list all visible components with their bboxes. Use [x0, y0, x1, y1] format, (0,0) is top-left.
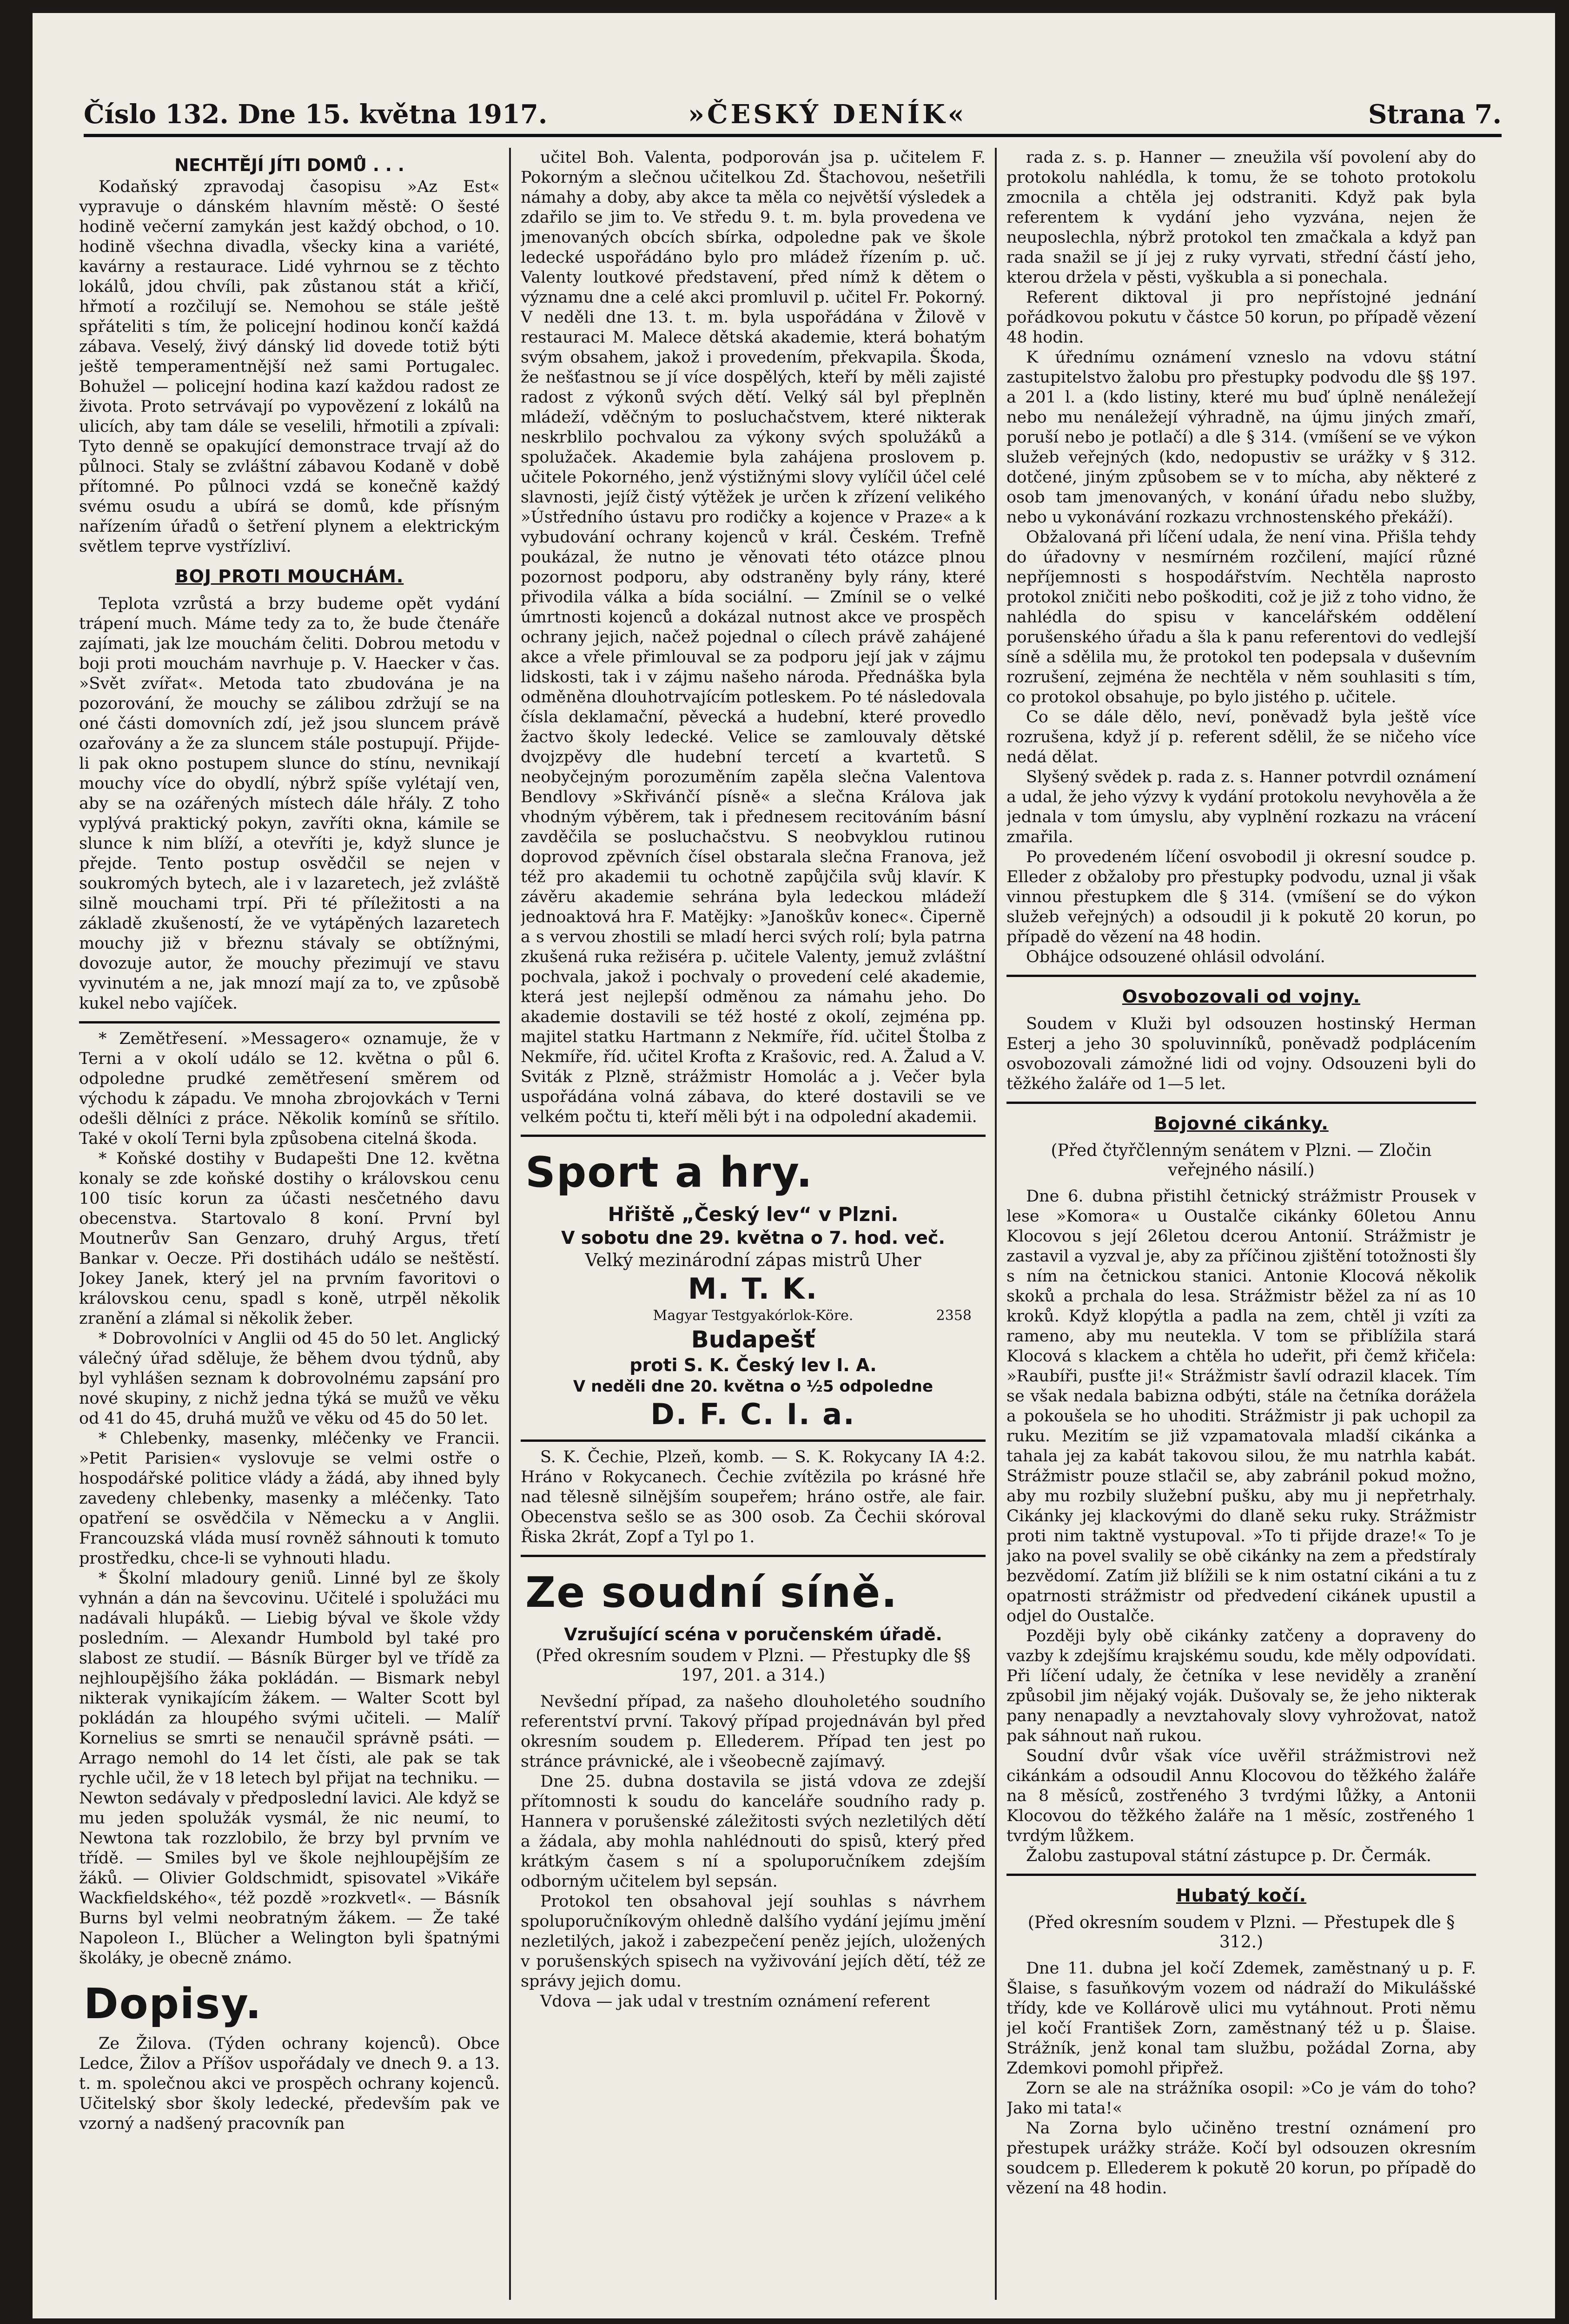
- page-number: Strana 7.: [1368, 99, 1502, 130]
- section-heading: Dopisy.: [84, 1980, 262, 2028]
- article-paragraph: Nevšední případ, za našeho dlouholetého soudního referentství první. Takový případ projednáván byl před okresním soudem p. Ellederem. Případ ten jest po stránce právnické, ale i všeobecně zajímavý.: [521, 1692, 986, 1771]
- section-heading: Sport a hry.: [525, 1148, 813, 1197]
- section-rule: [521, 1439, 986, 1442]
- article-paragraph: Soudem v Kluži byl odsouzen hostinský Herman Esterj a jeho 30 spoluvinníků, poněvadž podplácením osvobozovali zámožné lidi od vojny. Odsouzeni byli do těžkého žaláře od 1—5 let.: [1006, 1015, 1476, 1093]
- article-paragraph: Dne 11. dubna jel kočí Zdemek, zaměstnaný u p. F. Šlaise, s fasuňkovým vozem od nádraží do Mikulášské třídy, kde ve Kollárově ulici mu vytáhnout. Proti němu jel kočí František Zorn, zaměstnaný též u p. Šlaise. Strážník, jenž konal tam službu, požádal Zorna, aby Zdemkovi pomohl připřež.: [1006, 1959, 1476, 2078]
- ad-headline: Velký mezinárodní zápas mistrů Uher: [585, 1250, 921, 1270]
- article-paragraph: Teplota vzrůstá a brzy budeme opět vydání trápení much. Máme tedy za to, že bude čtenáře zajímati, jak lze mouchám čeliti. Dobrou metodu v boji proti mouchám navrhuje p. V. Haecker v čas. »Svět zvířat«. Metoda tato zbudována je na pozorování, že mouchy se zálibou zdržují se na oné části domovních zdí, jež jsou sluncem právě ozařovány a že za sluncem stále postupují. Přijde-li pak okno postupem slunce do stínu, nevnikají mouchy více do obydlí, nýbrž spíše vylétají ven, aby se na ozářených místech dále hřály. Z toho vyplývá praktický pokyn, zavříti okna, kámile se slunce k nim blíží, a otevříti je, když slunce je přejde. Tento postup osvědčil se nejen v soukromých bytech, ale i v lazaretech, jež zvláště silně mouchami trpí. Při té příležitosti a na základě zkušeností, že ve vytápěných lazaretech mouchy již v březnu stávaly se obtížnými, dovozuje autor, že mouchy přezimují ve stavu vyvinutém a ne, jak mnozí mají za to, ve způsobě kukel nebo vajíček.: [79, 594, 500, 1013]
- article-note: (Před okresním soudem v Plzni. — Přestupek dle § 312.): [1027, 1913, 1455, 1952]
- article-title: BOJ PROTI MOUCHÁM.: [175, 566, 404, 587]
- news-item: * Zemětřesení. »Messagero« oznamuje, že v Terni a v okolí událo se 12. května o půl 6. odpoledne prudké zemětřesení směrem od východu k západu. Ve mnoha zbrojovkách v Terni odešli dělníci z práce. Několik komínů se sřítilo. Také v okolí Terni byla způsobena citelná škoda.: [79, 1030, 500, 1148]
- article-paragraph: Dne 6. dubna přistihl četnický strážmistr Prousek v lese »Komora« u Oustalče cikánky 60letou Annu Klocovou s její 26letou dcerou Antonií. Strážmistr je zastavil a vyzval je, aby za příčinou zjištění totožnosti šly s ním na četnickou stanici. Antonie Klocová několik skoků a prchala do lesa. Strážmistr běžel za ní as 10 kroků. Když klopýtla a padla na zem, chtěl ji vzíti za rameno, aby mu neutekla. V tom se přiblížila stará Klocová s klackem a chtěla ho udeřit, při čemž křičela: »Raubíři, pusťte ji!« Strážmistr šavlí odrazil klacek. Tím se však nedala babizna odbýti, stále na četníka dorážela a pokoušela se ho uhoditi. Strážmistr ji pak uchopil za ruku. Mezitím se již vzpamatovala mladší cikánka a tahala jej za kabát takovou silou, že mu natrhla kabát. Strážmistr pouze stlačil se, aby zabránil pokud možno, aby mu rozbily služební pušku, aby mu ji nepřetrhaly. Cikánky jej klackovými do dlaně seku ruky. Strážmistr proti nim taktně vystupoval. »To ti přijde draze!« To je jako na povel svalily se obě cikánky na zem a předstíraly bezvědomí. Zatím již blížili se k nim ostatní cikáni a tu z opatrnosti strážmistr od předvedení cikánek upustil a odjel do Oustalče.: [1006, 1187, 1476, 1625]
- issue-date: Číslo 132. Dne 15. května 1917.: [84, 99, 548, 130]
- article-paragraph: Ze Žilova. (Týden ochrany kojenců). Obce Ledce, Žilov a Příšov uspořádaly ve dnech 9. a 13. t. m. společnou akci ve prospěch ochrany kojenců. Učitelský sbor školy ledecké, především pak ve vzorný a nadšený pracovník pan: [79, 2034, 500, 2133]
- article-paragraph: S. K. Čechie, Plzeň, komb. — S. K. Rokycany IA 4:2. Hráno v Rokycanech. Čechie zvítězila po krásné hře nad tělesně silnějším soupeřem; hráno ostře, ale fair. Obecenstva sešlo se as 300 osob. Za Čechii skóroval Řiska 2krát, Zopf a Tyl po 1.: [521, 1448, 986, 1546]
- column-1: [79, 148, 500, 2300]
- section-rule: [1006, 1874, 1476, 1876]
- news-item: * Školní mladoury geniů. Linné byl ze školy vyhnán a dán na ševcovinu. Učitelé i spolužáci mu nadávali hlupáků. — Liebig býval ve škole vždy posledním. — Alexandr Humbold byl také pro slabost ze studií. — Básník Bürger byl ve třídě za nejhloupějšího žáka pokládán. — Bismark nebyl nikterak vynikajícím žákem. — Walter Scott byl pokládán za hloupého svými učiteli. — Malíř Kornelius se smrti se nenaučil správně psáti. — Arrago nemohl do 14 let čísti, ale pak se tak rychle učil, že v 18 letech byl přijat na techniku. — Newton sedávaly v předposlední lavici. Ale když se mu jeden spolužák vysmál, že nic neumí, to Newtona tak rozzlobilo, že brzy byl prvním ve třídě. — Smiles byl ve škole nejhloupějším ze žáků. — Olivier Goldschmidt, spisovatel »Vikáře Wackfieldského«, též pozdě »rozkvetl«. — Básník Burns byl velmi neobratným žákem. — Že také Napoleon I., Blücher a Welington byli špatnými školáky, je obecně známo.: [79, 1569, 500, 1967]
- ad-opponent: proti S. K. Český lev I. A.: [629, 1355, 877, 1375]
- section-rule: [1006, 975, 1476, 977]
- article-paragraph: Obžalovaná při líčení udala, že není vina. Přišla tehdy do úřadovny v nesmírném rozčilení, mající různé nepříjemnosti s hospodářstvím. Nechtěla naprosto protokol zničiti nebo poškoditi, což je již z toho vidno, že nahlédla do spisu v kancelářském oddělení porušenského úřadu a šla k panu referentovi do vedlejší síně a sdělila mu, že protokol ten podepsala v duševním rozrušení, zejména že nechtěla v něm souhlasiti s tím, co protokol obsahuje, po bylo jistého p. učitele.: [1006, 528, 1476, 706]
- column-3: [1006, 148, 1476, 2300]
- masthead: [84, 83, 1502, 139]
- article-title: Hubatý kočí.: [1176, 1885, 1307, 1906]
- column-divider: [509, 148, 511, 2300]
- match-advertisement: [521, 1202, 986, 1432]
- article-paragraph: Slyšený svědek p. rada z. s. Hanner potvrdil oznámení a udal, že jeho výzvy k vydání protokolu nevyhověla a že jednala v tom úmyslu, aby vyplnění rozkazu na vrácení zmařila.: [1006, 768, 1476, 846]
- masthead-rule: [84, 134, 1502, 137]
- section-rule: [1006, 1102, 1476, 1104]
- ad-date-2: V neděli dne 20. května o ½5 odpoledne: [573, 1377, 933, 1396]
- column-2: [521, 148, 986, 2300]
- article-title: Vzrušující scéna v poručenském úřadě.: [564, 1624, 942, 1644]
- article-paragraph: učitel Boh. Valenta, podporován jsa p. učitelem F. Pokorným a slečnou učitelkou Zd. Štachovou, nešetřili námahy a doby, aby akce ta měla co největší výsledek a zdařilo se jim to. Ve středu 9. t. m. byla provedena ve jmenovaných obcích sbírka, odpoledne pak ve škole ledecké uspořádáno bylo pro mládež řízením p. uč. Valenty loutkové představení, před nímž k dětem o významu dne a celé akci promluvil p. učitel Fr. Pokorný. V neděli dne 13. t. m. byla uspořádána v Žilově v restauraci M. Malece dětská akademie, která bohatým svým obsahem, jakož i provedením, překvapila. Škoda, že nešťastnou se jí více dospělých, kteří by měli zajisté radost z výkonů svých dětí. Velký sál byl přeplněn mládeží, vděčným to posluchačstvem, které nikterak neskrblilo pochvalou za výkony svých spolužáků a spolužaček. Akademie byla zahájena proslovem p. učitele Pokorného, jenž výstižnými slovy vylíčil účel celé slavnosti, jejíž čistý výtěžek je určen k zřízení velikého »Ústředního ústavu pro rodičky a kojence v Praze« a k vybudování ochrany kojenců v král. Českém. Trefně poukázal, že nutno je věnovati této otázce plnou pozornost podporu, aby odstraněny byly rány, které přivodila válka a bída sociální. — Zmínil se o velké úmrtnosti kojenců a dokázal nutnost akce ve prospěch ochrany jejich, načež pojednal o cílech právě zahájené akce a vřele přimlouval se za podporu její jak v zájmu lidskosti, tak i v zájmu našeho národa. Přednáška byla odměněna dlouhotrvajícím potleskem. Po té následovala čísla deklamační, pěvecká a hudební, které provedlo žactvo školy ledecké. Velice se zamlouvaly dětské dvojzpěvy dle hudební tercetí a kvartetů. S neobyčejným porozuměním zapěla slečna Valentova Bendlovy »Skřivánčí písně« a slečna Králova jak vhodným výběrem, tak i přednesem recitováním básní zavděčila se posluchačstvu. S neobvyklou rutinou doprovod zpěvních čísel obstarala slečna Franova, jež též pro akademii tu ochotně zapůjčila svůj klavír. K závěru akademie sehrána byla ledeckou mládeží jednoaktová hra F. Matějky: »Janoškův konec«. Čiperně a s vervou zhostili se mladí herci svých rolí; byla patrna zkušená ruka režiséra p. učitele Valenty, jemuž zvláštní pochvala, jakož i pochvaly o provedení celé akademie, která jest nejlepší odměnou za námahu jeho. Do akademie dostavili se též hosté z okolí, zejména pp. majitel statku Hartmann z Nekmíře, říd. učitel Štolba z Nekmíře, říd. učitel Krofta z Krašovic, red. A. Žalud a V. Sviták z Plzně, strážmistr Homolác a j. Večer byla uspořádána volná zábava, do které dostavili se ve velkém počtu ti, kteří měli být i na odpolední akademii.: [521, 148, 986, 1126]
- ad-city: Budapešť: [691, 1326, 815, 1353]
- article-paragraph: rada z. s. p. Hanner — zneužila vší povolení aby do protokolu nahlédla, k tomu, že se tohoto protokolu zmocnila a chtěla jej odstraniti. Když pak byla referentem k vydání jeho vyzvána, nejen že neuposlechla, nýbrž protokol ten zmačkala a když pan rada snažil se jí jej z ruky vyrvati, střední částí jeho, kterou držela v pěsti, vyškubla a si ponechala.: [1006, 148, 1476, 287]
- newspaper-page: [33, 13, 1555, 2318]
- article-title: NECHTĚJÍ JÍTI DOMŮ . . .: [174, 155, 404, 175]
- section-rule: [521, 1135, 986, 1137]
- article-paragraph: Obhájce odsouzené ohlásil odvolání.: [1026, 948, 1325, 966]
- article-note: (Před čtyřčlenným senátem v Plzni. — Zločin veřejného násilí.): [1051, 1141, 1432, 1180]
- section-rule: [521, 1555, 986, 1557]
- article-paragraph: K úřednímu oznámení vzneslo na vdovu státní zastupitelstvo žalobu pro přestupky podvodu dle §§ 197. a 201 l. a (kdo listiny, které mu buď úplně nenáležejí nebo mu nenáležejí výhradně, na újmu jiných zmaří, poruší nebo je potlačí) a dle § 314. (vmíšení se ve výkon služeb veřejných (kdo, nedopustiv se urážky v § 312. dotčené, jiným způsobem se v to mícha, aby některé z osob tam jmenovaných, v konání úřadu nebo služby, nebo u vykonávání rozkazu vrchnostenského překáží).: [1006, 348, 1476, 527]
- article-paragraph: Protokol ten obsahoval její souhlas s návrhem spoluporučníkovým ohledně dalšího vydání jejímu jmění nezletilých, jakož i zabezpečení peněz jejích, uložených v porušenských spisech na vyživování jejích dětí, též ze správy jejich domu.: [521, 1892, 986, 1991]
- ad-club-line: [521, 1307, 986, 1325]
- article-paragraph: Referent diktoval ji pro nepřístojné jednání pořádkovou pokutu v částce 50 korun, po případě vězení 48 hodin.: [1006, 288, 1476, 347]
- article-paragraph: Později byly obě cikánky zatčeny a dopraveny do vazby k zdejšímu krajskému soudu, kde měly odpovídati. Při líčení udaly, že četníka v lese neviděly a zranění způsobil jim nějaký voják. Dušovaly se, že jeho nikterak pany nenapadly a nevztahovaly slovy vyhrožovat, natož pak sáhnout naň rukou.: [1006, 1627, 1476, 1745]
- article-title: Bojovné cikánky.: [1154, 1113, 1329, 1134]
- article-title: Osvobozovali od vojny.: [1122, 986, 1361, 1007]
- news-item: * Koňské dostihy v Budapešti Dne 12. května konaly se zde koňské dostihy o královskou cenu 100 tisíc korun za účasti nesčetného davu obecenstva. Startovalo 8 koní. První byl Moutnerův San Genzaro, druhý Argus, třetí Bankar v. Oecze. Při dostihách událo se neštěstí. Jokey Janek, který jel na prvním favoritovi o královskou cenu, spadl s koně, utrpěl několik zranění a zlámal si několik žeber.: [79, 1149, 500, 1328]
- ad-team: M. T. K.: [688, 1272, 819, 1306]
- newspaper-title: »ČESKÝ DENÍK«: [688, 99, 967, 130]
- article-paragraph: Na Zorna bylo učiněno trestní oznámení pro přestupek urážky stráže. Kočí byl odsouzen okresním soudcem p. Ellederem k pokutě 20 korun, po případě do vězení na 48 hodin.: [1006, 2119, 1476, 2198]
- news-item: * Chlebenky, masenky, mléčenky ve Francii. »Petit Parisien« vyslovuje se velmi ostře o hospodářské politice vlády a žádá, aby ihned byly zavedeny chlebenky, masenky a mléčenky. Tato opatření se osvědčila v Německu a v Anglii. Francouzská vláda musí rovněž sáhnouti k tomuto prostředku, chce-li se vyhnouti hladu.: [79, 1429, 500, 1568]
- ad-code: 2358: [936, 1307, 972, 1324]
- ad-date: V sobotu dne 29. května o 7. hod. več.: [561, 1228, 945, 1248]
- news-item: * Dobrovolníci v Anglii od 45 do 50 let. Anglický válečný úřad sděluje, že během dvou týdnů, aby byl vyhlášen seznam k dobrovolnému zapsání pro nové skupiny, z nichž jedna týká se mužů ve věku od 41 do 45, druhá mužů ve věku od 45 do 50 let.: [79, 1329, 500, 1428]
- ad-team: D. F. C. I. a.: [650, 1397, 856, 1431]
- article-paragraph: Co se dále dělo, neví, poněvadž byla ještě více rozrušena, když jí p. referent sdělil, že se ničeho více nedá dělat.: [1006, 708, 1476, 766]
- ad-club: Magyar Testgyakórlok-Köre.: [653, 1307, 854, 1324]
- article-note: (Před okresním soudem v Plzni. — Přestupky dle §§ 197, 201. a 314.): [536, 1646, 971, 1685]
- article-paragraph: Soudní dvůr však více uvěřil strážmistrovi než cikánkám a odsoudil Annu Klocovou do těžkého žaláře na 8 měsíců, zostřeného 3 tvrdými lůžky, a Antonii Klocovou do těžkého žaláře na 1 měsíc, zostřeného 1 tvrdým lůžkem.: [1006, 1747, 1476, 1845]
- ad-venue: Hřiště „Český lev“ v Plzni.: [608, 1203, 899, 1226]
- article-paragraph: Dne 25. dubna dostavila se jistá vdova ze zdejší přítomnosti k soudu do kanceláře soudního rady p. Hannera v porušenské záležitosti svých nezletilých dětí a žádala, aby mohla nahlédnouti do spisů, který před krátkým časem s ní a spoluporučníkem zdejším odborným učitelem byl sepsán.: [521, 1772, 986, 1891]
- column-divider: [995, 148, 997, 2300]
- section-rule: [79, 1021, 500, 1023]
- article-paragraph: Žalobu zastupoval státní zástupce p. Dr. Čermák.: [1026, 1847, 1431, 1865]
- article-paragraph: Po provedeném líčení osvobodil ji okresní soudce p. Elleder z obžaloby pro přestupky podvodu, uznal ji však vinnou přestupkem dle § 314. (vmíšení se do výkon služeb veřejných) a odsoudil ji k pokutě 20 korun, po případě do vězení na 48 hodin.: [1006, 848, 1476, 946]
- section-heading: Ze soudní síně.: [525, 1568, 898, 1617]
- article-paragraph: Vdova — jak udal v trestním oznámení referent: [540, 1992, 930, 2011]
- article-paragraph: Kodaňský zpravodaj časopisu »Az Est« vypravuje o dánském hlavním městě: O šesté hodině večerní zamykán jest každý obchod, o 10. hodině všechna divadla, všecky kina a variété, kavárny a restaurace. Lidé vyhrnou se z těchto lokálů, jdou chvíli, pak zůstanou stát a křičí, hřmotí a rozčilují se. Nemohou se stále ještě spřáteliti s tím, že policejní hodinou končí každá zábava. Veselý, živý dánský lid dovede totiž býti ještě temperamentnější než sami Portugalec. Bohužel — policejní hodina kazí každou radost ze života. Proto setrvávají po vypovězení z lokálů na ulicích, aby tam dále se veselili, hřmotili a zpívali: Tyto denně se opakující demonstrace trvají až do půlnoci. Staly se zvláštní zábavou Kodaně v době přítomné. Po půlnoci vzdá se konečně každý svému osudu a ubírá se domů, kde přísným nařízením úřadů o šetření plynem a elektrickým světlem teprve vystřízliví.: [79, 178, 500, 556]
- article-paragraph: Zorn se ale na strážníka osopil: »Co je vám do toho? Jako mi tata!«: [1006, 2079, 1476, 2118]
